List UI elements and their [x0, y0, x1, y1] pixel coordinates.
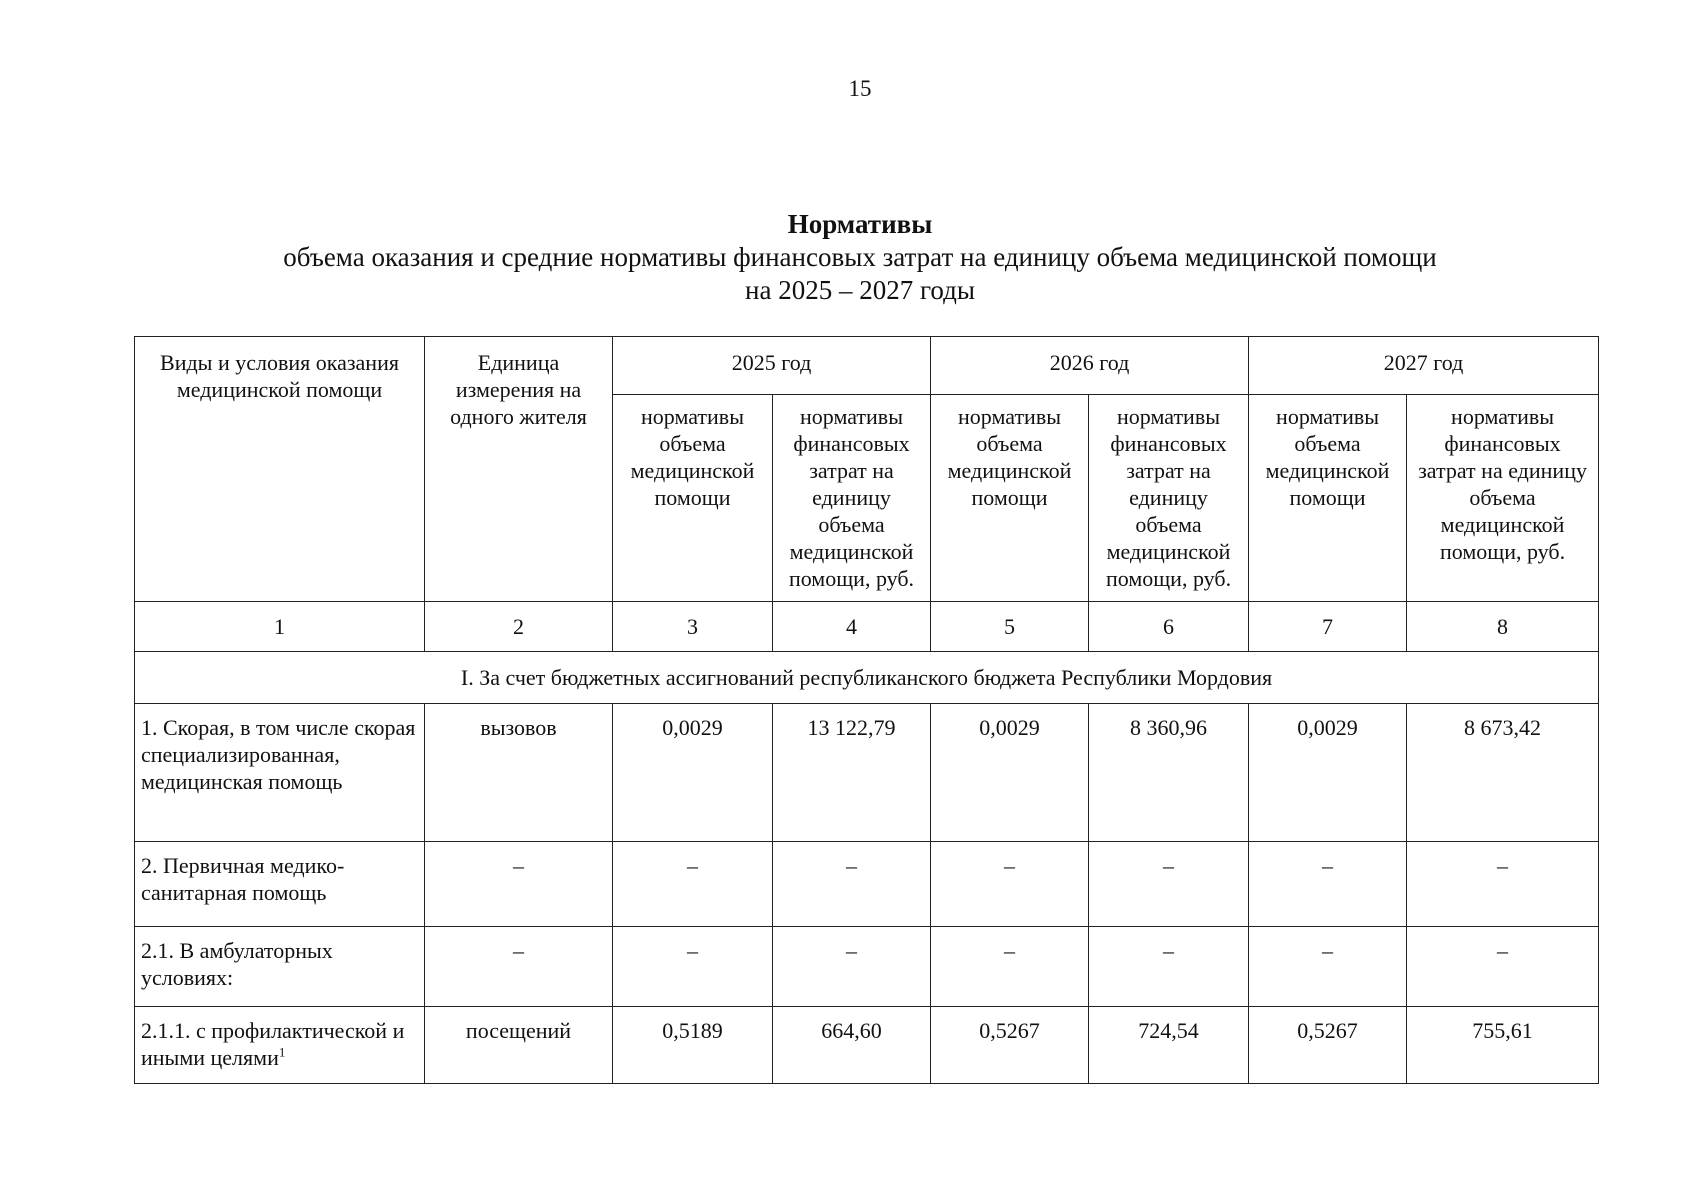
volume-2027: 0,5267	[1249, 1007, 1407, 1084]
row-unit: –	[425, 841, 613, 926]
header-year-2027: 2027 год	[1249, 337, 1599, 395]
cost-2026: –	[1089, 926, 1249, 1007]
header-cost-2025: нормативы финансовых затрат на единицу объема медицинской помощи, руб.	[773, 395, 931, 601]
header-volume-2026: нормативы объема медицинской помощи	[931, 395, 1089, 601]
column-number: 3	[613, 601, 773, 651]
cost-2026: 8 360,96	[1089, 703, 1249, 841]
column-number: 4	[773, 601, 931, 651]
table-row	[135, 703, 1599, 841]
row-unit: –	[425, 926, 613, 1007]
volume-2027: –	[1249, 841, 1407, 926]
header-row-years	[135, 337, 1599, 395]
footnote-marker: 1	[278, 1044, 286, 1060]
volume-2026: –	[931, 926, 1089, 1007]
document-title	[0, 208, 1701, 307]
cost-2026: –	[1089, 841, 1249, 926]
column-number: 1	[135, 601, 425, 651]
header-year-2025: 2025 год	[613, 337, 931, 395]
header-volume-2027: нормативы объема медицинской помощи	[1249, 395, 1407, 601]
title-main: Нормативы	[787, 209, 933, 239]
volume-2025: 0,5189	[613, 1007, 773, 1084]
column-number: 8	[1407, 601, 1599, 651]
cost-2025: 664,60	[773, 1007, 931, 1084]
cost-2026: 724,54	[1089, 1007, 1249, 1084]
table-row	[135, 1007, 1599, 1084]
volume-2026: 0,5267	[931, 1007, 1089, 1084]
volume-2025: –	[613, 926, 773, 1007]
section-row	[135, 651, 1599, 703]
volume-2026: –	[931, 841, 1089, 926]
table-row	[135, 841, 1599, 926]
cost-2025: –	[773, 926, 931, 1007]
cost-2027: –	[1407, 926, 1599, 1007]
row-name: 2.1. В амбулаторных условиях:	[135, 926, 425, 1007]
title-subtitle: объема оказания и средние нормативы финансовых затрат на единицу объема медицинской помощи	[283, 242, 1437, 272]
column-number: 2	[425, 601, 613, 651]
row-name: 2. Первичная медико-санитарная помощь	[135, 841, 425, 926]
volume-2027: –	[1249, 926, 1407, 1007]
table-row	[135, 926, 1599, 1007]
column-number: 5	[931, 601, 1089, 651]
volume-2027: 0,0029	[1249, 703, 1407, 841]
volume-2026: 0,0029	[931, 703, 1089, 841]
norms-table	[134, 336, 1599, 1084]
row-name: 1. Скорая, в том числе скорая специализированная, медицинская помощь	[135, 703, 425, 841]
row-name-text: 2.1.1. с профилактической и иными целями	[141, 1018, 405, 1071]
volume-2025: –	[613, 841, 773, 926]
row-unit: посещений	[425, 1007, 613, 1084]
title-period: на 2025 – 2027 годы	[745, 275, 975, 305]
section-title: I. За счет бюджетных ассигнований республиканского бюджета Республики Мордовия	[135, 651, 1599, 703]
header-cost-2027: нормативы финансовых затрат на единицу объема медицинской помощи, руб.	[1407, 395, 1599, 601]
cost-2025: –	[773, 841, 931, 926]
header-volume-2025: нормативы объема медицинской помощи	[613, 395, 773, 601]
header-kinds: Виды и условия оказания медицинской помощи	[135, 337, 425, 602]
column-number: 7	[1249, 601, 1407, 651]
column-number: 6	[1089, 601, 1249, 651]
column-numbers-row	[135, 601, 1599, 651]
cost-2027: 8 673,42	[1407, 703, 1599, 841]
header-unit: Единица измерения на одного жителя	[425, 337, 613, 602]
header-cost-2026: нормативы финансовых затрат на единицу объема медицинской помощи, руб.	[1089, 395, 1249, 601]
cost-2027: –	[1407, 841, 1599, 926]
header-year-2026: 2026 год	[931, 337, 1249, 395]
cost-2027: 755,61	[1407, 1007, 1599, 1084]
row-unit: вызовов	[425, 703, 613, 841]
volume-2025: 0,0029	[613, 703, 773, 841]
row-name	[135, 1007, 425, 1084]
page-number: 15	[848, 76, 872, 101]
cost-2025: 13 122,79	[773, 703, 931, 841]
